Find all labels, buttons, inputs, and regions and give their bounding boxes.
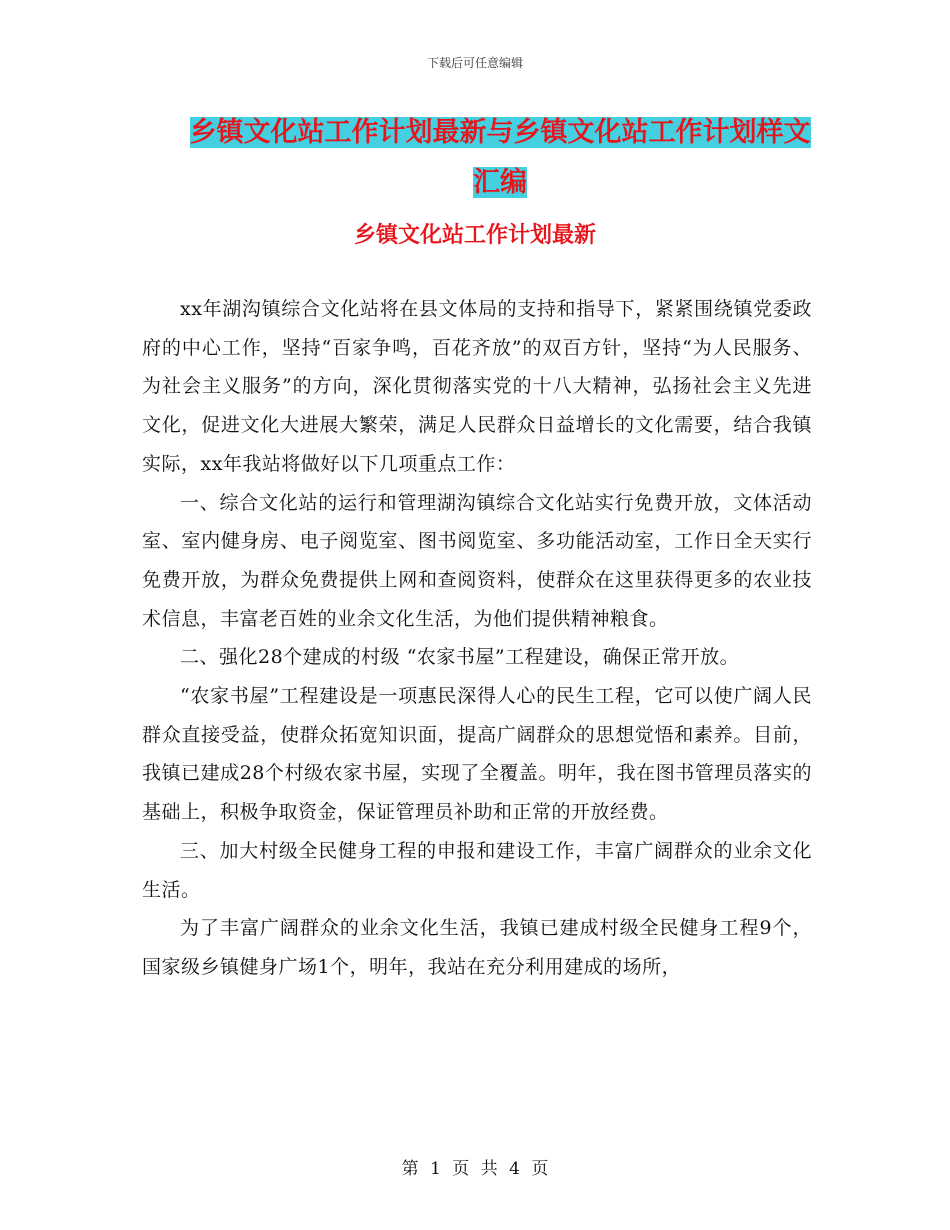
- document-title-line-2: 汇编: [473, 167, 527, 198]
- document-title: [140, 108, 860, 208]
- page-number: 第 1 页 共 4 页: [401, 1159, 549, 1179]
- section-title: 乡镇文化站工作计划最新: [353, 223, 596, 248]
- paragraph-item-3: 三、加大村级全民健身工程的申报和建设工作，丰富广阔群众的业余文化生活。: [142, 839, 812, 901]
- document-title-line-1: 乡镇文化站工作计划最新与乡镇文化站工作计划样文: [189, 117, 811, 148]
- paragraph-item-2: 二、强化28个建成的村级 “农家书屋”工程建设，确保正常开放。: [180, 646, 740, 669]
- paragraph-item-1: 一、综合文化站的运行和管理湖沟镇综合文化站实行免费开放，文体活动室、室内健身房、电子阅览室、图书阅览室、多功能活动室，工作日全天实行免费开放，为群众免费提供上网和查阅资料，使群众在这里获得更多的农业技术信息，丰富老百姓的业余文化生活，为他们提供精神粮食。: [142, 491, 812, 630]
- paragraph-item-2-detail: “农家书屋”工程建设是一项惠民深得人心的民生工程，它可以使广阔人民群众直接受益，使群众拓宽知识面，提高广阔群众的思想觉悟和素养。目前，我镇已建成28个村级农家书屋，实现了全覆盖。明年，我在图书管理员落实的基础上，积极争取资金，保证管理员补助和正常的开放经费。: [142, 685, 812, 824]
- paragraph-item-3-detail: 为了丰富广阔群众的业余文化生活，我镇已建成村级全民健身工程9个，国家级乡镇健身广场1个，明年，我站在充分利用建成的场所，: [142, 917, 812, 978]
- document-body: [142, 290, 812, 987]
- paragraph-intro: xx年湖沟镇综合文化站将在县文体局的支持和指导下，紧紧围绕镇党委政府的中心工作，坚持“百家争鸣，百花齐放”的双百方针，坚持“为人民服务、为社会主义服务”的方向，深化贯彻落实党的十八大精神，弘扬社会主义先进文化，促进文化大进展大繁荣，满足人民群众日益增长的文化需要，结合我镇实际，xx年我站将做好以下几项重点工作：: [142, 298, 812, 475]
- header-note: 下载后可任意编辑: [426, 56, 523, 70]
